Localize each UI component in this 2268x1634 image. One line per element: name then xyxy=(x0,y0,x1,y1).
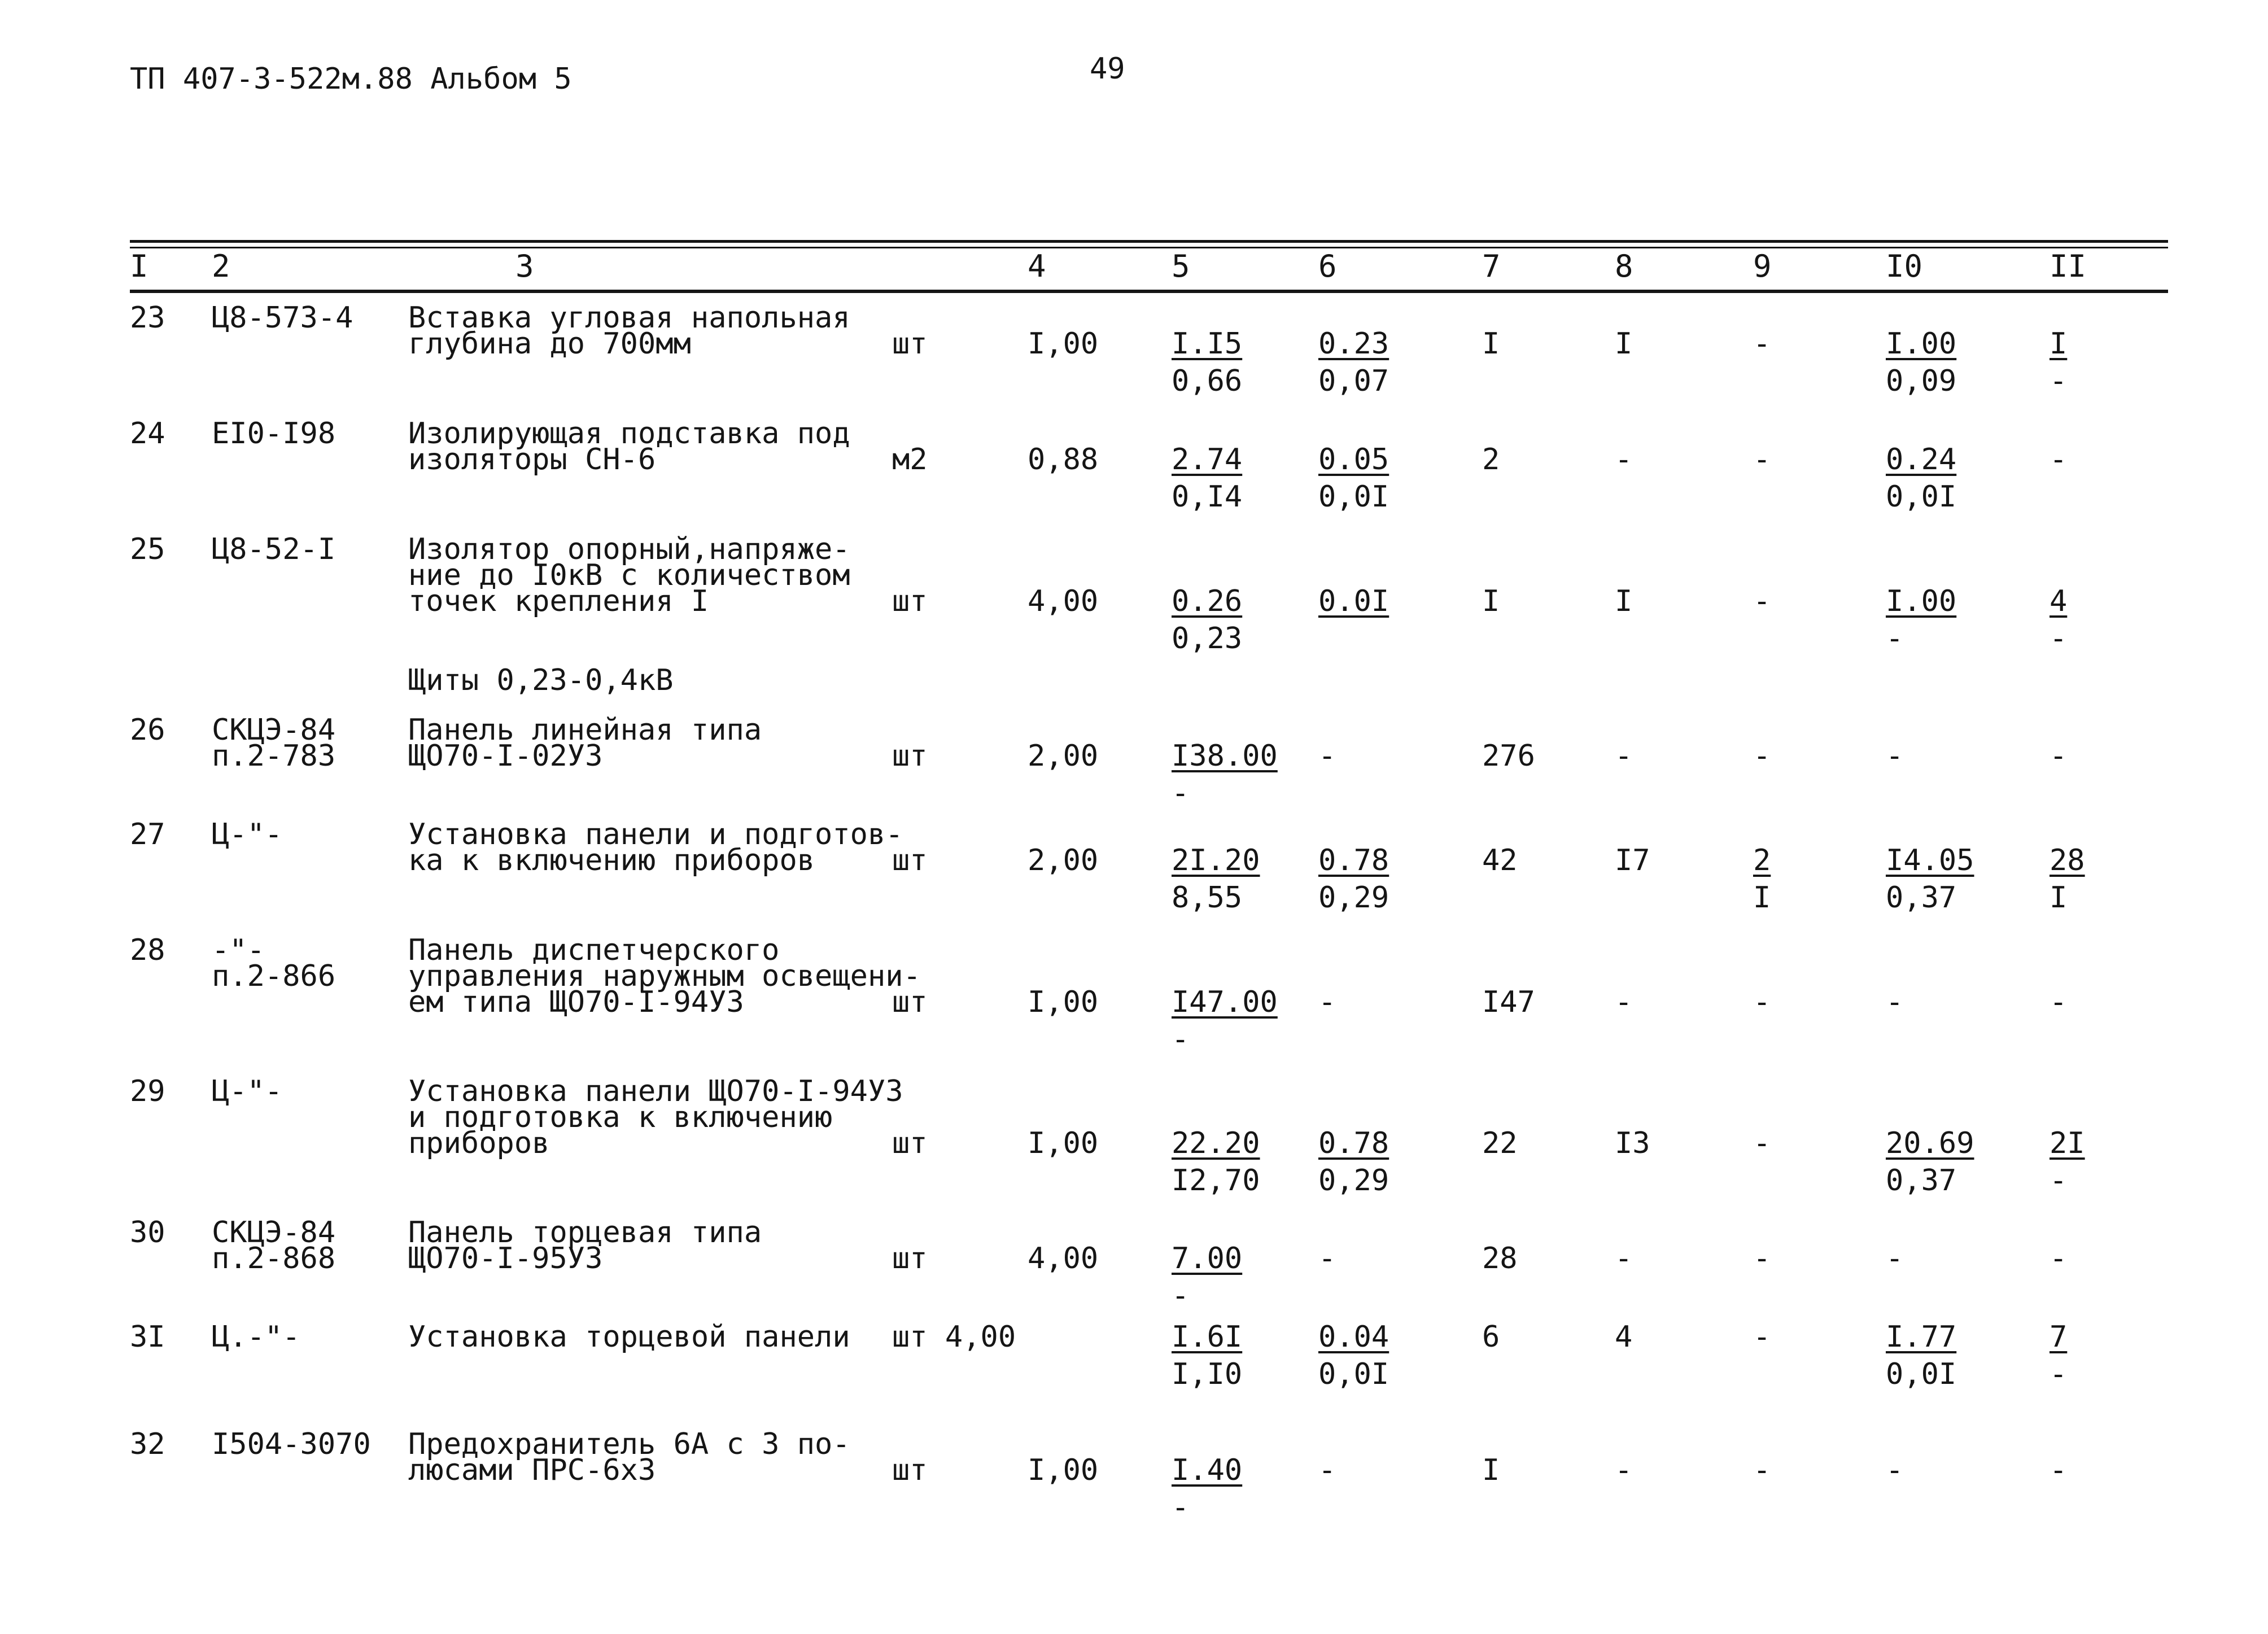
total-7: 42 xyxy=(1482,844,1518,877)
total-11-top: - xyxy=(2049,443,2068,477)
total-10-top: I.00 xyxy=(1886,327,1957,361)
cost-6-bottom: 0,29 xyxy=(1318,881,1389,915)
cost-6-top: 0.23 xyxy=(1318,327,1389,361)
total-7: 276 xyxy=(1482,739,1535,773)
row-number: 28 xyxy=(130,933,165,967)
total-10-top: I.77 xyxy=(1886,1320,1957,1354)
total-9-top: - xyxy=(1753,584,1771,618)
total-9-top: - xyxy=(1753,443,1771,477)
total-8: I3 xyxy=(1615,1126,1650,1160)
column-header-5: 5 xyxy=(1172,248,1190,284)
total-7: 22 xyxy=(1482,1126,1518,1160)
total-8: 4 xyxy=(1615,1320,1633,1354)
item-name: Предохранитель 6А с 3 по- люсами ПРС-6х3 xyxy=(408,1427,850,1487)
column-header-10: I0 xyxy=(1886,248,1923,284)
quantity: 4,00 xyxy=(1028,1242,1099,1275)
unit: шт xyxy=(892,844,928,877)
quantity: I,00 xyxy=(1028,985,1099,1019)
cost-unit-bottom: 8,55 xyxy=(1172,881,1243,915)
total-10-bottom: - xyxy=(1886,622,1904,656)
total-7: 6 xyxy=(1482,1320,1500,1354)
quantity: 0,88 xyxy=(1028,443,1099,477)
total-8: - xyxy=(1615,1242,1633,1275)
unit: шт xyxy=(892,327,928,361)
total-11-top: 7 xyxy=(2049,1320,2068,1354)
table-top-rule-thin xyxy=(130,247,2168,248)
cost-6-bottom: 0,0I xyxy=(1318,1357,1389,1391)
total-8: - xyxy=(1615,443,1633,477)
cost-unit-bottom: - xyxy=(1172,1023,1190,1056)
quantity: 2,00 xyxy=(1028,739,1099,773)
cost-unit-top: I.6I xyxy=(1172,1320,1243,1354)
row-number: 24 xyxy=(130,417,165,451)
unit: шт xyxy=(892,1242,928,1275)
document-code: ТП 407-3-522м.88 Альбом 5 xyxy=(130,62,572,96)
cost-6-bottom: 0,0I xyxy=(1318,480,1389,514)
cost-6-top: - xyxy=(1318,985,1336,1019)
column-header-8: 8 xyxy=(1615,248,1633,284)
cost-6-top: 0.78 xyxy=(1318,1126,1389,1160)
total-9-top: - xyxy=(1753,739,1771,773)
total-10-top: I4.05 xyxy=(1886,844,1974,877)
cost-6-top: - xyxy=(1318,739,1336,773)
quantity: I,00 xyxy=(1028,1453,1099,1487)
total-9-top: - xyxy=(1753,1320,1771,1354)
item-name: Установка панели ЩО70-I-94У3 и подготовка к включению приборов xyxy=(408,1074,903,1160)
total-9-bottom: I xyxy=(1753,881,1771,915)
unit: м2 xyxy=(892,443,928,477)
row-number: 23 xyxy=(130,301,165,335)
cost-6-top: 0.05 xyxy=(1318,443,1389,477)
total-10-top: - xyxy=(1886,739,1904,773)
total-8: I xyxy=(1615,327,1633,361)
cost-unit-top: 0.26 xyxy=(1172,584,1243,618)
total-10-bottom: 0,37 xyxy=(1886,881,1957,915)
total-8: I7 xyxy=(1615,844,1650,877)
total-8: - xyxy=(1615,1453,1633,1487)
cost-6-bottom: 0,07 xyxy=(1318,364,1389,398)
page-number: 49 xyxy=(1090,52,1125,86)
table-top-rule xyxy=(130,240,2168,243)
cost-unit-top: I38.00 xyxy=(1172,739,1278,773)
resource-code: -"- п.2-866 xyxy=(212,933,336,993)
total-10-bottom: 0,0I xyxy=(1886,480,1957,514)
total-9-top: 2 xyxy=(1753,844,1771,877)
cost-unit-top: I.I5 xyxy=(1172,327,1243,361)
total-10-top: I.00 xyxy=(1886,584,1957,618)
total-11-bottom: I xyxy=(2049,881,2068,915)
total-7: I xyxy=(1482,327,1500,361)
item-name: Установка торцевой панели xyxy=(408,1320,850,1354)
total-11-top: 4 xyxy=(2049,584,2068,618)
cost-unit-bottom: 0,I4 xyxy=(1172,480,1243,514)
unit: шт xyxy=(892,584,928,618)
total-11-bottom: - xyxy=(2049,622,2068,656)
cost-unit-bottom: - xyxy=(1172,1279,1190,1313)
total-9-top: - xyxy=(1753,327,1771,361)
row-number: 3I xyxy=(130,1320,165,1354)
cost-unit-bottom: 0,66 xyxy=(1172,364,1243,398)
total-9-top: - xyxy=(1753,1126,1771,1160)
row-number: 26 xyxy=(130,713,165,747)
table-header-rule xyxy=(130,290,2168,293)
total-11-bottom: - xyxy=(2049,1357,2068,1391)
total-7: I xyxy=(1482,584,1500,618)
cost-6-top: 0.04 xyxy=(1318,1320,1389,1354)
row-number: 32 xyxy=(130,1427,165,1461)
unit: шт xyxy=(892,985,928,1019)
column-header-4: 4 xyxy=(1028,248,1046,284)
resource-code: СКЦЭ-84 п.2-783 xyxy=(212,713,336,773)
cost-6-top: 0.0I xyxy=(1318,584,1389,618)
column-header-3: 3 xyxy=(515,248,534,284)
total-11-top: - xyxy=(2049,739,2068,773)
total-10-bottom: 0,37 xyxy=(1886,1164,1957,1198)
total-7: 2 xyxy=(1482,443,1500,477)
total-11-bottom: - xyxy=(2049,364,2068,398)
total-11-top: - xyxy=(2049,1453,2068,1487)
total-10-bottom: 0,09 xyxy=(1886,364,1957,398)
row-number: 30 xyxy=(130,1216,165,1249)
cost-6-top: 0.78 xyxy=(1318,844,1389,877)
resource-code: I504-3070 xyxy=(212,1427,371,1461)
total-11-top: I xyxy=(2049,327,2068,361)
resource-code: Ц.-"- xyxy=(212,1320,300,1354)
cost-unit-top: 2.74 xyxy=(1172,443,1243,477)
resource-code: Ц8-52-I xyxy=(212,532,336,566)
unit: шт xyxy=(892,739,928,773)
quantity: I,00 xyxy=(1028,327,1099,361)
resource-code: EI0-I98 xyxy=(212,417,336,451)
cost-unit-bottom: - xyxy=(1172,1491,1190,1524)
column-header-7: 7 xyxy=(1482,248,1501,284)
total-9-top: - xyxy=(1753,985,1771,1019)
item-name: Панель диспетчерского управления наружным освещени- ем типа ЩО70-I-94У3 xyxy=(408,933,921,1019)
total-11-top: - xyxy=(2049,985,2068,1019)
item-name: Панель линейная типа ЩО70-I-02У3 xyxy=(408,713,762,773)
cost-unit-top: 2I.20 xyxy=(1172,844,1260,877)
total-11-top: - xyxy=(2049,1242,2068,1275)
item-name: Панель торцевая типа ЩО70-I-95У3 xyxy=(408,1216,762,1275)
resource-code: Ц-"- xyxy=(212,1074,283,1108)
total-8: - xyxy=(1615,739,1633,773)
item-name: Установка панели и подготов- ка к включению приборов xyxy=(408,818,903,877)
cost-unit-bottom: - xyxy=(1172,776,1190,810)
cost-unit-top: I47.00 xyxy=(1172,985,1278,1019)
total-10-top: - xyxy=(1886,1453,1904,1487)
total-10-top: - xyxy=(1886,985,1904,1019)
cost-unit-top: I.40 xyxy=(1172,1453,1243,1487)
cost-6-bottom: 0,29 xyxy=(1318,1164,1389,1198)
row-number: 25 xyxy=(130,532,165,566)
cost-unit-bottom: 0,23 xyxy=(1172,622,1243,656)
quantity: I,00 xyxy=(1028,1126,1099,1160)
column-header-11: II xyxy=(2049,248,2087,284)
total-7: 28 xyxy=(1482,1242,1518,1275)
cost-unit-top: 22.20 xyxy=(1172,1126,1260,1160)
row-number: 29 xyxy=(130,1074,165,1108)
resource-code: Ц8-573-4 xyxy=(212,301,353,335)
total-10-top: - xyxy=(1886,1242,1904,1275)
cost-unit-bottom: I2,70 xyxy=(1172,1164,1260,1198)
row-number: 27 xyxy=(130,818,165,851)
unit: шт xyxy=(892,1126,928,1160)
item-name: Вставка угловая напольная глубина до 700мм xyxy=(408,301,850,361)
column-header-6: 6 xyxy=(1318,248,1337,284)
total-10-bottom: 0,0I xyxy=(1886,1357,1957,1391)
cost-unit-top: 7.00 xyxy=(1172,1242,1243,1275)
resource-code: СКЦЭ-84 п.2-868 xyxy=(212,1216,336,1275)
total-11-bottom: - xyxy=(2049,1164,2068,1198)
quantity: 2,00 xyxy=(1028,844,1099,877)
cost-6-top: - xyxy=(1318,1453,1336,1487)
item-name: Изолирующая подставка под изоляторы СН-6 xyxy=(408,417,850,477)
unit: шт xyxy=(892,1453,928,1487)
total-11-top: 2I xyxy=(2049,1126,2085,1160)
total-10-top: 0.24 xyxy=(1886,443,1957,477)
total-11-top: 28 xyxy=(2049,844,2085,877)
total-8: I xyxy=(1615,584,1633,618)
total-9-top: - xyxy=(1753,1242,1771,1275)
item-name: Изолятор опорный,напряже- ние до I0кВ с количеством точек крепления I xyxy=(408,532,850,618)
total-9-top: - xyxy=(1753,1453,1771,1487)
total-10-top: 20.69 xyxy=(1886,1126,1974,1160)
unit: шт 4,00 xyxy=(892,1320,1016,1354)
cost-6-top: - xyxy=(1318,1242,1336,1275)
cost-unit-bottom: I,I0 xyxy=(1172,1357,1243,1391)
total-8: - xyxy=(1615,985,1633,1019)
quantity: 4,00 xyxy=(1028,584,1099,618)
resource-code: Ц-"- xyxy=(212,818,283,851)
column-header-9: 9 xyxy=(1753,248,1772,284)
total-7: I47 xyxy=(1482,985,1535,1019)
total-7: I xyxy=(1482,1453,1500,1487)
subsection-title: Щиты 0,23-0,4кВ xyxy=(408,663,674,697)
column-header-1: I xyxy=(130,248,148,284)
column-header-2: 2 xyxy=(212,248,230,284)
